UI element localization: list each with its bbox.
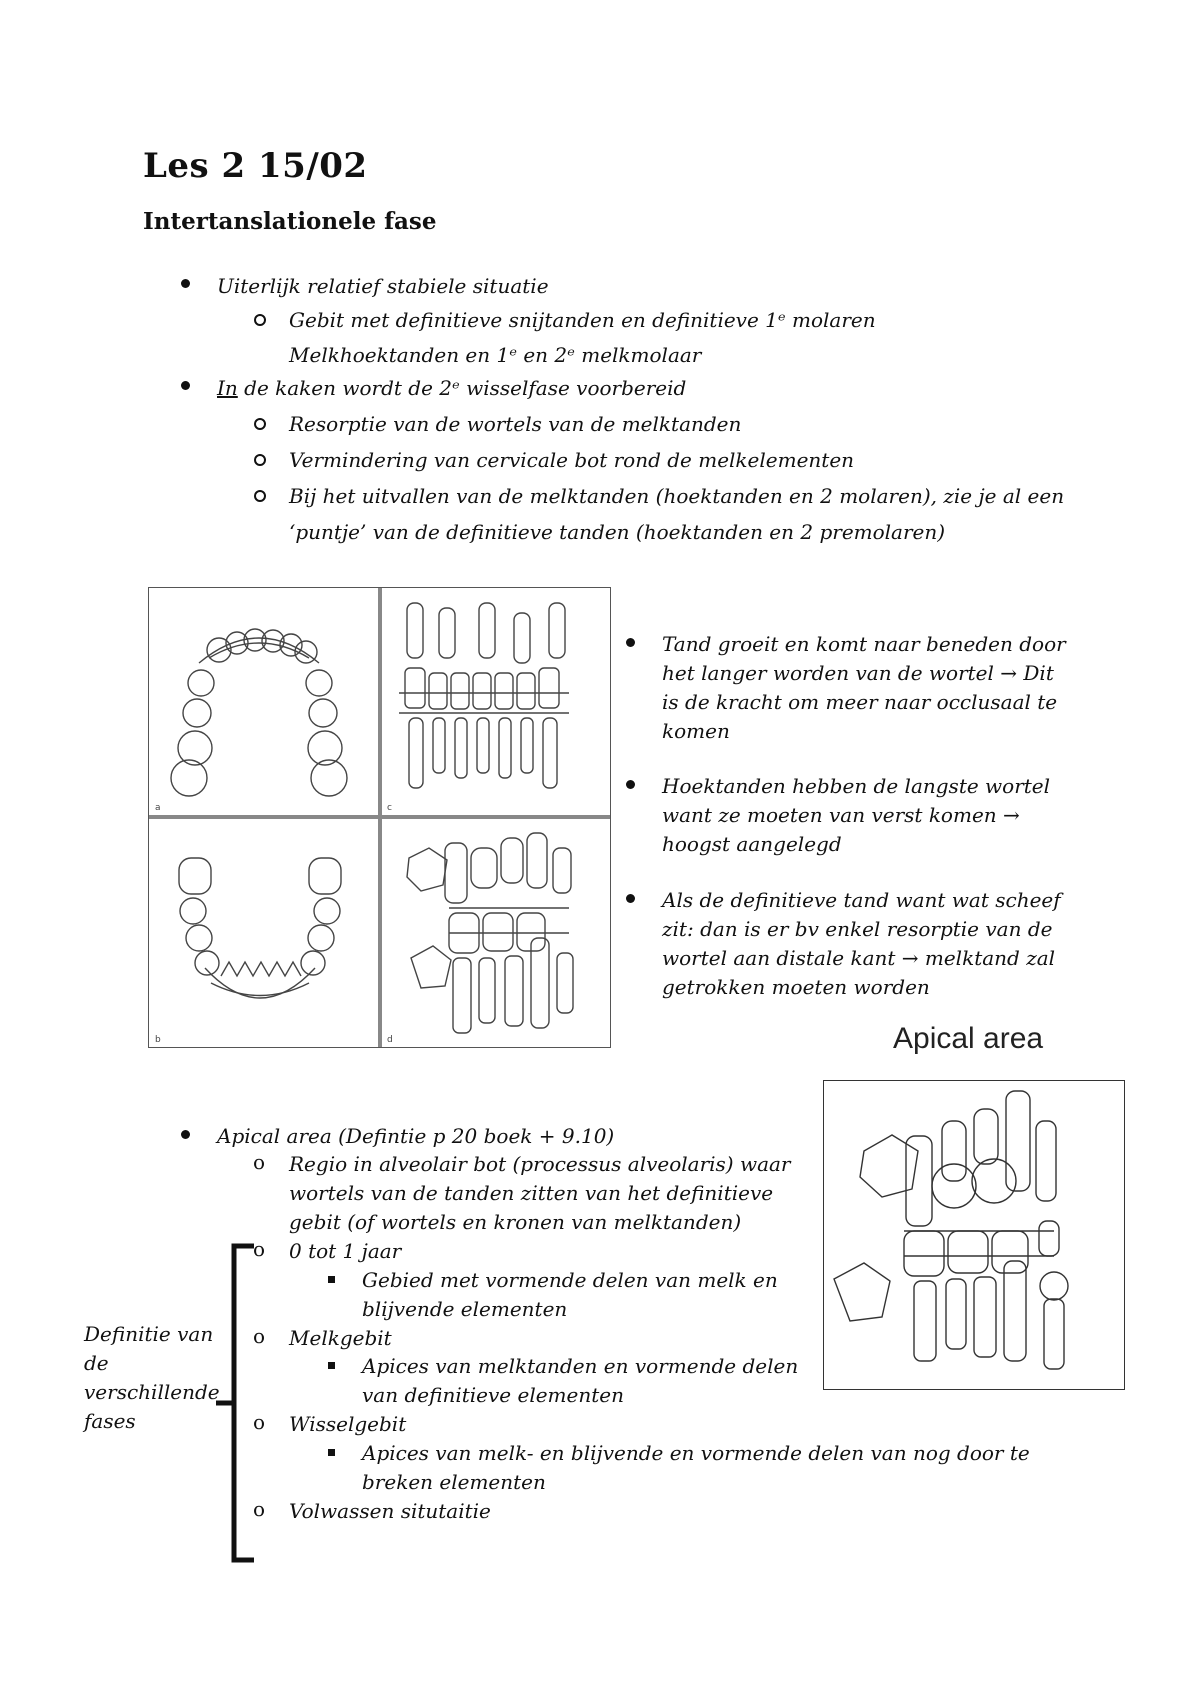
frontal-teeth-drawing bbox=[399, 603, 569, 788]
list-item: Bij het uitvallen van de melktanden (hoektanden en 2 molaren), zie je al een bbox=[289, 484, 1065, 508]
note-line: Als de definitieve tand want wat scheef bbox=[662, 888, 1061, 912]
list-line: wortels van de tanden zitten van het definitieve bbox=[289, 1181, 774, 1205]
list-item bbox=[217, 374, 686, 403]
side-note bbox=[662, 886, 1061, 1002]
apical-area-drawing bbox=[824, 1081, 1124, 1389]
sub-bullet-icon: o bbox=[253, 1150, 266, 1174]
note-line: zit: dan is er bv enkel resorptie van de bbox=[662, 917, 1053, 941]
list-item: Uiterlijk relatief stabiele situatie bbox=[217, 274, 549, 298]
list-item-continuation: Melkhoektanden en 1ᵉ en 2ᵉ melkmolaar bbox=[289, 343, 702, 367]
lower-arch-drawing bbox=[179, 858, 341, 998]
sub-bullet-icon bbox=[254, 454, 266, 466]
list-line: Apices van melktanden en vormende delen bbox=[362, 1354, 799, 1378]
list-line: Regio in alveolair bot (processus alveolaris) waar bbox=[289, 1152, 791, 1176]
panel-label: a bbox=[155, 803, 161, 813]
sub-bullet-icon: o bbox=[253, 1497, 266, 1521]
bullet-icon bbox=[181, 381, 190, 390]
list-line: van definitieve elementen bbox=[362, 1383, 624, 1407]
side-note bbox=[662, 772, 1050, 859]
dentition-drawing bbox=[149, 588, 610, 1047]
list-item: Apical area (Defintie p 20 boek + 9.10) bbox=[217, 1124, 615, 1148]
dental-development-figure bbox=[148, 587, 611, 1048]
list-item bbox=[362, 1266, 778, 1324]
underlined-word: In bbox=[217, 376, 238, 400]
list-item bbox=[362, 1439, 1030, 1497]
note-line: fases bbox=[84, 1409, 136, 1433]
note-line: Definitie van bbox=[84, 1322, 214, 1346]
note-line: wortel aan distale kant → melktand zal bbox=[662, 946, 1056, 970]
panel-label: b bbox=[155, 1035, 161, 1045]
sub-bullet-icon bbox=[254, 418, 266, 430]
note-line: de bbox=[84, 1351, 109, 1375]
note-line: getrokken moeten worden bbox=[662, 975, 930, 999]
panel-label: d bbox=[387, 1035, 393, 1045]
square-bullet-icon bbox=[328, 1276, 335, 1283]
bracket-note bbox=[84, 1320, 224, 1436]
note-line: verschillende bbox=[84, 1380, 220, 1404]
list-line: breken elementen bbox=[362, 1470, 546, 1494]
page-title: Les 2 15/02 bbox=[143, 146, 368, 186]
square-bullet-icon bbox=[328, 1449, 335, 1456]
note-line: Hoektanden hebben de langste wortel bbox=[662, 774, 1051, 798]
note-line: hoogst aangelegd bbox=[662, 832, 842, 856]
bullet-icon bbox=[626, 894, 635, 903]
bullet-icon bbox=[181, 279, 190, 288]
sub-bullet-icon: o bbox=[253, 1410, 266, 1434]
upper-arch-drawing bbox=[171, 629, 347, 796]
bullet-icon bbox=[626, 780, 635, 789]
list-item: Gebit met definitieve snijtanden en definitieve 1ᵉ molaren bbox=[289, 308, 876, 332]
note-line: het langer worden van de wortel → Dit bbox=[662, 661, 1054, 685]
list-item-text: de kaken wordt de 2ᵉ wisselfase voorbereid bbox=[237, 376, 687, 400]
note-line: komen bbox=[662, 719, 730, 743]
list-item: 0 tot 1 jaar bbox=[289, 1239, 402, 1263]
sub-bullet-icon bbox=[254, 314, 266, 326]
apical-area-figure bbox=[823, 1080, 1125, 1390]
sub-bullet-icon: o bbox=[253, 1324, 266, 1348]
list-item bbox=[362, 1352, 798, 1410]
bullet-icon bbox=[181, 1130, 190, 1139]
list-line: Gebied met vormende delen van melk en bbox=[362, 1268, 778, 1292]
list-item: Vermindering van cervicale bot rond de melkelementen bbox=[289, 448, 855, 472]
list-item: Resorptie van de wortels van de melktanden bbox=[289, 412, 742, 436]
list-item-continuation: ‘puntje’ van de definitieve tanden (hoektanden en 2 premolaren) bbox=[289, 520, 946, 544]
figure-caption: Apical area bbox=[893, 1022, 1044, 1055]
section-heading: Intertanslationele fase bbox=[143, 208, 437, 235]
list-item: Wisselgebit bbox=[289, 1412, 407, 1436]
panel-label: c bbox=[387, 803, 392, 813]
note-line: Tand groeit en komt naar beneden door bbox=[662, 632, 1066, 656]
lateral-teeth-drawing bbox=[407, 833, 573, 1033]
note-line: want ze moeten van verst komen → bbox=[662, 803, 1020, 827]
list-item: Melkgebit bbox=[289, 1326, 392, 1350]
bullet-icon bbox=[626, 638, 635, 647]
list-item: Volwassen situtaitie bbox=[289, 1499, 491, 1523]
note-line: is de kracht om meer naar occlusaal te bbox=[662, 690, 1058, 714]
side-note bbox=[662, 630, 1066, 746]
sub-bullet-icon: o bbox=[253, 1237, 266, 1261]
sub-bullet-icon bbox=[254, 490, 266, 502]
square-bullet-icon bbox=[328, 1362, 335, 1369]
list-line: Apices van melk- en blijvende en vormende delen van nog door te bbox=[362, 1441, 1030, 1465]
list-item bbox=[289, 1150, 791, 1237]
list-line: blijvende elementen bbox=[362, 1297, 568, 1321]
list-line: gebit (of wortels en kronen van melktanden) bbox=[289, 1210, 742, 1234]
